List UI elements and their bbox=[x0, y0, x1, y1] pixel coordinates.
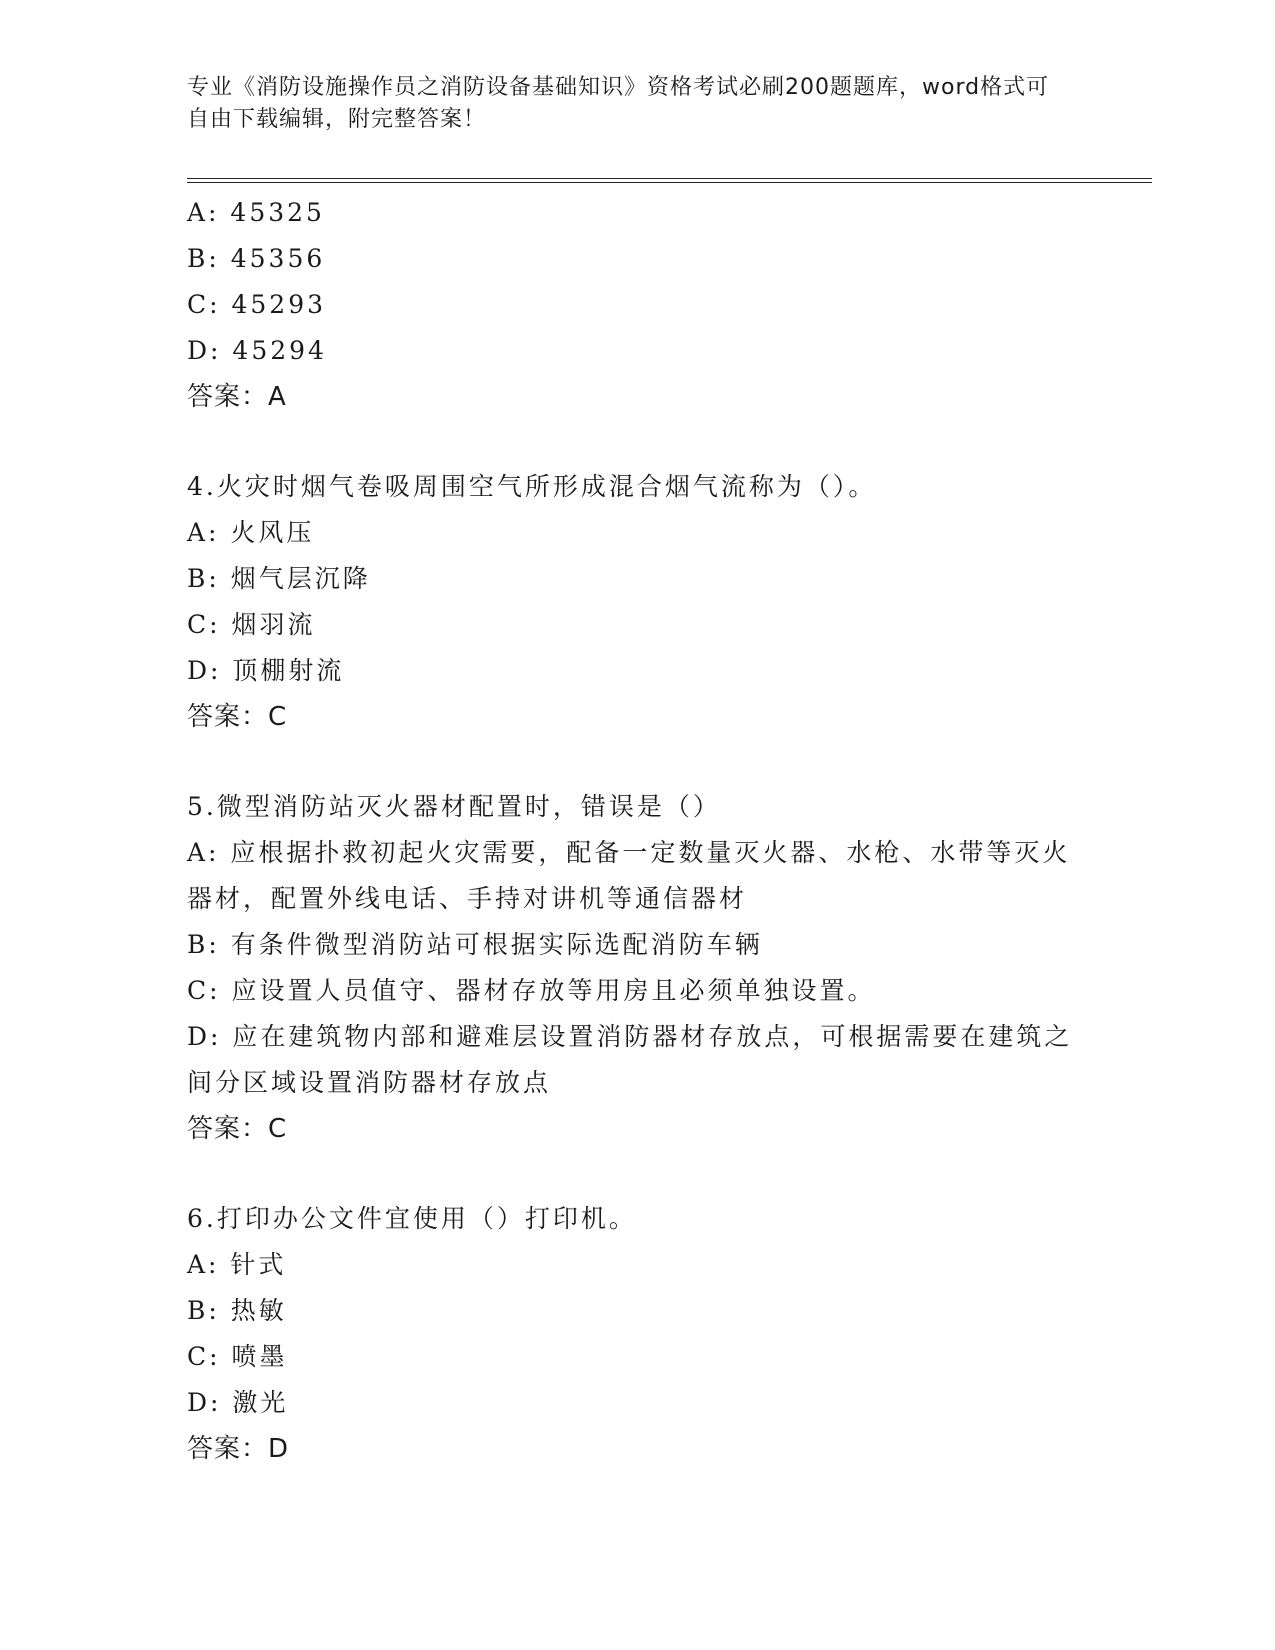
option-d: D: 顶棚射流 bbox=[187, 656, 345, 685]
option-d: D: 45294 bbox=[187, 336, 327, 365]
question-5 bbox=[187, 784, 1087, 1152]
option-a: A: 火风压 bbox=[187, 518, 315, 547]
header-divider-top bbox=[187, 178, 1152, 179]
option-d: D: 激光 bbox=[187, 1388, 289, 1417]
option-a: A: 针式 bbox=[187, 1250, 287, 1279]
question-stem: 4.火灾时烟气卷吸周围空气所形成混合烟气流称为（）。 bbox=[187, 472, 877, 501]
option-b: B: 烟气层沉降 bbox=[187, 564, 371, 593]
option-a: A: 45325 bbox=[187, 198, 325, 227]
answer: 答案：C bbox=[187, 702, 288, 732]
option-c: C: 应设置人员值守、器材存放等用房且必须单独设置。 bbox=[187, 976, 876, 1005]
document-header: 专业《消防设施操作员之消防设备基础知识》资格考试必刷200题题库，word格式可自由下载编辑，附完整答案！ bbox=[187, 75, 1050, 132]
option-b: B: 45356 bbox=[187, 244, 326, 273]
header-divider-bottom bbox=[187, 182, 1152, 183]
option-c: C: 喷墨 bbox=[187, 1342, 288, 1371]
answer: 答案：A bbox=[187, 382, 287, 412]
option-a: A: 应根据扑救初起火灾需要，配备一定数量灭火器、水枪、水带等灭火器材，配置外线电话、手持对讲机等通信器材 bbox=[187, 838, 1071, 913]
option-c: C: 45293 bbox=[187, 290, 327, 319]
question-stem: 5.微型消防站灭火器材配置时，错误是（） bbox=[187, 792, 721, 821]
option-c: C: 烟羽流 bbox=[187, 610, 316, 639]
option-b: B: 有条件微型消防站可根据实际选配消防车辆 bbox=[187, 930, 763, 959]
question-list bbox=[187, 190, 1087, 1516]
option-d: D: 应在建筑物内部和避难层设置消防器材存放点，可根据需要在建筑之间分区域设置消防器材存放点 bbox=[187, 1022, 1073, 1097]
question-3-continued bbox=[187, 190, 1087, 420]
answer: 答案：D bbox=[187, 1434, 290, 1464]
option-b: B: 热敏 bbox=[187, 1296, 287, 1325]
question-4 bbox=[187, 464, 1087, 740]
question-stem: 6.打印办公文件宜使用（）打印机。 bbox=[187, 1204, 637, 1233]
answer: 答案：C bbox=[187, 1114, 288, 1144]
question-6 bbox=[187, 1196, 1087, 1472]
